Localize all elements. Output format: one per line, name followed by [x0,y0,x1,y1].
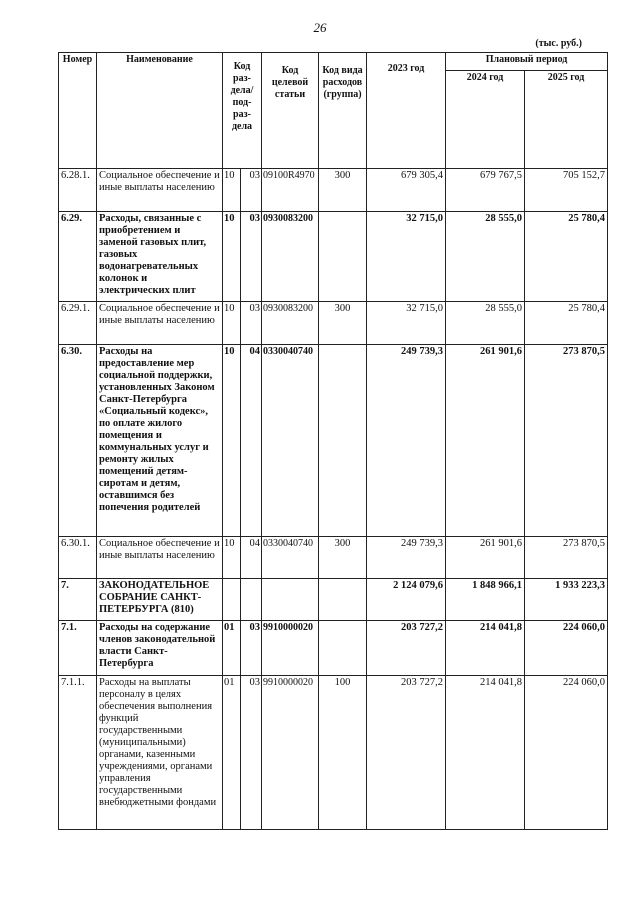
row-name: Расходы, связанные с приобретением и заменой газовых плит, газовых водонагревательных колонок и электрических плит [97,212,223,302]
table-row [59,579,608,621]
page-number: 26 [313,20,327,35]
row-expense-type: 100 [319,676,367,830]
header-planned-period: Плановый период [446,53,608,71]
row-expense-type [319,345,367,537]
header-year-2025: 2025 год [525,71,608,169]
table-row [59,345,608,537]
row-value-2023: 249 739,3 [367,345,446,537]
row-subsection: 04 [241,537,262,579]
row-subsection [241,579,262,621]
row-number: 6.29.1. [59,302,97,345]
row-value-2024: 214 041,8 [446,621,525,676]
row-value-2025: 273 870,5 [525,537,608,579]
row-target-code: 0330040740 [262,537,319,579]
row-name: Социальное обеспечение и иные выплаты населению [97,537,223,579]
header-year-2023: 2023 год [367,53,446,169]
row-section: 10 [223,302,241,345]
row-target-code: 9910000020 [262,621,319,676]
row-name: Социальное обеспечение и иные выплаты населению [97,169,223,212]
row-value-2024: 214 041,8 [446,676,525,830]
table-row [59,537,608,579]
row-value-2023: 249 739,3 [367,537,446,579]
row-subsection: 03 [241,212,262,302]
row-expense-type [319,621,367,676]
row-name: Расходы на предоставление мер социальной поддержки, установленных Законом Санкт-Петербурга «Социальный кодекс», по оплате жилого помещения и коммунальных услуг и ремонту жилых помещений детям-сиротам и детям, оставшимся без попечения родителей [97,345,223,537]
row-subsection: 04 [241,345,262,537]
table-row [59,212,608,302]
row-value-2025: 25 780,4 [525,212,608,302]
row-expense-type: 300 [319,537,367,579]
row-number: 6.29. [59,212,97,302]
row-value-2023: 203 727,2 [367,676,446,830]
row-number: 6.30.1. [59,537,97,579]
table-row [59,676,608,830]
row-section: 10 [223,212,241,302]
row-number: 7.1. [59,621,97,676]
row-value-2025: 25 780,4 [525,302,608,345]
row-section: 01 [223,621,241,676]
row-value-2025: 224 060,0 [525,676,608,830]
row-number: 7. [59,579,97,621]
budget-table [58,52,608,830]
row-section: 10 [223,537,241,579]
row-number: 6.30. [59,345,97,537]
row-value-2025: 273 870,5 [525,345,608,537]
header-section-code: Код раз-дела/ под-раз-дела [223,53,262,169]
header-target-code: Код целевой статьи [262,53,319,169]
header-number: Номер [59,53,97,169]
row-value-2023: 32 715,0 [367,212,446,302]
row-section: 01 [223,676,241,830]
row-subsection: 03 [241,169,262,212]
row-expense-type: 300 [319,302,367,345]
row-name: Расходы на выплаты персоналу в целях обеспечения выполнения функций государственными (муниципальными) органами, казенными учреждениями, органами управления государственными внебюджетными фондами [97,676,223,830]
row-subsection: 03 [241,676,262,830]
row-subsection: 03 [241,621,262,676]
table-row [59,621,608,676]
row-expense-type [319,579,367,621]
row-value-2023: 203 727,2 [367,621,446,676]
row-target-code: 9910000020 [262,676,319,830]
header-name: Наименование [97,53,223,169]
header-year-2024: 2024 год [446,71,525,169]
row-subsection: 03 [241,302,262,345]
row-value-2024: 679 767,5 [446,169,525,212]
row-number: 7.1.1. [59,676,97,830]
row-value-2023: 2 124 079,6 [367,579,446,621]
row-value-2025: 224 060,0 [525,621,608,676]
units-label: (тыс. руб.) [535,38,582,49]
row-target-code: 0930083200 [262,302,319,345]
row-expense-type: 300 [319,169,367,212]
row-value-2023: 32 715,0 [367,302,446,345]
row-value-2024: 28 555,0 [446,302,525,345]
row-name: Расходы на содержание членов законодательной власти Санкт-Петербурга [97,621,223,676]
row-section: 10 [223,169,241,212]
row-name: ЗАКОНОДАТЕЛЬНОЕ СОБРАНИЕ САНКТ-ПЕТЕРБУРГА (810) [97,579,223,621]
row-section [223,579,241,621]
table-row [59,302,608,345]
row-target-code: 0930083200 [262,212,319,302]
row-expense-type [319,212,367,302]
row-target-code [262,579,319,621]
row-value-2024: 261 901,6 [446,537,525,579]
row-value-2025: 1 933 223,3 [525,579,608,621]
row-value-2024: 261 901,6 [446,345,525,537]
header-expense-type-code: Код вида расходов (группа) [319,53,367,169]
row-value-2025: 705 152,7 [525,169,608,212]
table-row [59,169,608,212]
row-target-code: 0330040740 [262,345,319,537]
row-value-2024: 28 555,0 [446,212,525,302]
row-section: 10 [223,345,241,537]
row-target-code: 09100R4970 [262,169,319,212]
row-number: 6.28.1. [59,169,97,212]
row-value-2024: 1 848 966,1 [446,579,525,621]
row-name: Социальное обеспечение и иные выплаты населению [97,302,223,345]
row-value-2023: 679 305,4 [367,169,446,212]
